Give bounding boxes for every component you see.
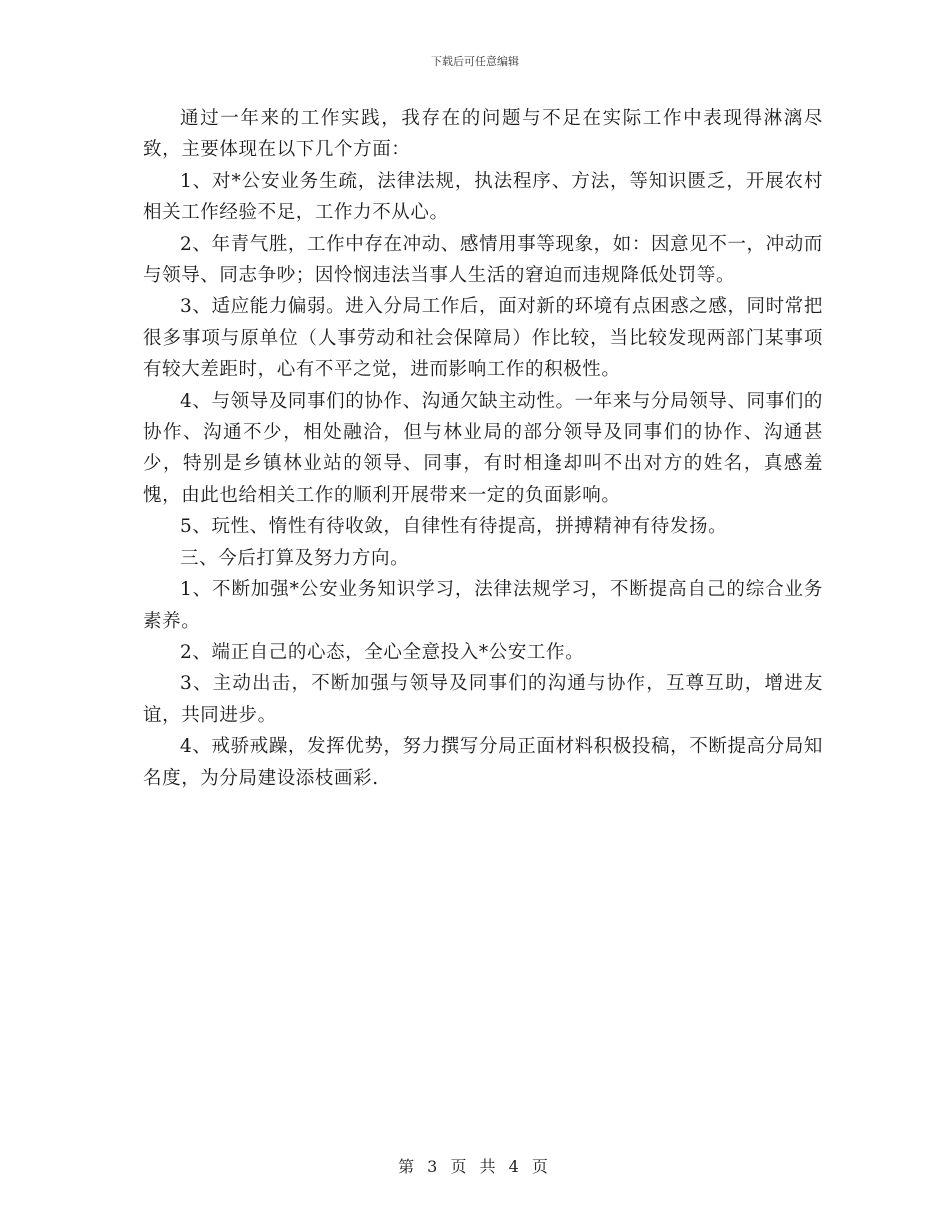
paragraph-problem-5: 5、玩性、惰性有待收敛，自律性有待提高，拼搏精神有待发扬。 bbox=[180, 516, 728, 538]
section-heading-plans: 三、今后打算及努力方向。 bbox=[180, 547, 410, 569]
paragraph-problem-1: 1、对*公安业务生疏，法律法规，执法程序、方法，等知识匮乏，开展农村相关工作经验不足，工作力不从心。 bbox=[143, 170, 823, 224]
page-number-footer: 第 3 页 共 4 页 bbox=[398, 1157, 552, 1176]
document-body bbox=[143, 103, 823, 794]
paragraph-plan-2: 2、端正自己的心态，全心全意投入*公安工作。 bbox=[180, 641, 585, 663]
paragraph-problem-4: 4、与领导及同事们的协作、沟通欠缺主动性。一年来与分局领导、同事们的协作、沟通不少，相处融洽，但与林业局的部分领导及同事们的协作、沟通甚少，特别是乡镇林业站的领导、同事，有时相逢却叫不出对方的姓名，真感羞愧，由此也给相关工作的顺利开展带来一定的负面影响。 bbox=[143, 390, 823, 506]
paragraph-intro: 通过一年来的工作实践，我存在的问题与不足在实际工作中表现得淋漓尽致，主要体现在以下几个方面： bbox=[143, 108, 823, 161]
paragraph-plan-3: 3、主动出击，不断加强与领导及同事们的沟通与协作，互尊互助，增进友谊，共同进步。 bbox=[143, 673, 823, 726]
paragraph-plan-1: 1、不断加强*公安业务知识学习，法律法规学习，不断提高自己的综合业务素养。 bbox=[143, 579, 823, 632]
paragraph-plan-4: 4、戒骄戒躁，发挥优势，努力撰写分局正面材料积极投稿，不断提高分局知名度，为分局建设添枝画彩. bbox=[143, 736, 823, 789]
paragraph-problem-2: 2、年青气胜，工作中存在冲动、感情用事等现象，如：因意见不一，冲动而与领导、同志争吵；因怜悯违法当事人生活的窘迫而违规降低处罚等。 bbox=[143, 233, 823, 287]
paragraph-problem-3: 3、适应能力偏弱。进入分局工作后，面对新的环境有点困惑之感，同时常把很多事项与原单位（人事劳动和社会保障局）作比较，当比较发现两部门某事项有较大差距时，心有不平之觉，进而影响工作的积极性。 bbox=[143, 296, 823, 381]
page-header: 下载后可任意编辑 bbox=[431, 55, 519, 68]
